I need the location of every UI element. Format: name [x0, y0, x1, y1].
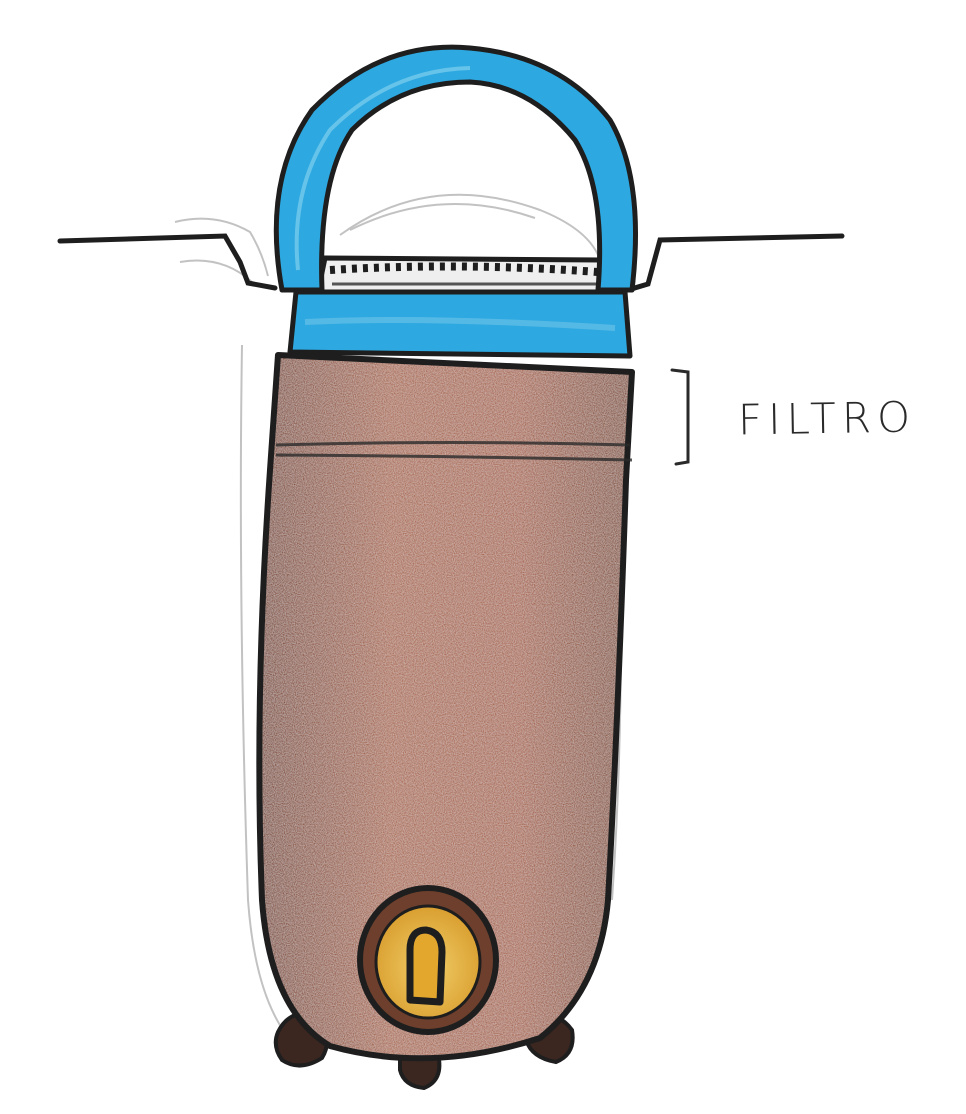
vessel-handle	[276, 47, 635, 290]
vessel-spout	[360, 888, 496, 1032]
filter-annotation-label: FILTRO	[737, 392, 917, 445]
filter-bracket	[672, 370, 688, 464]
vessel-grate	[318, 258, 605, 292]
vessel-rim	[290, 292, 630, 356]
